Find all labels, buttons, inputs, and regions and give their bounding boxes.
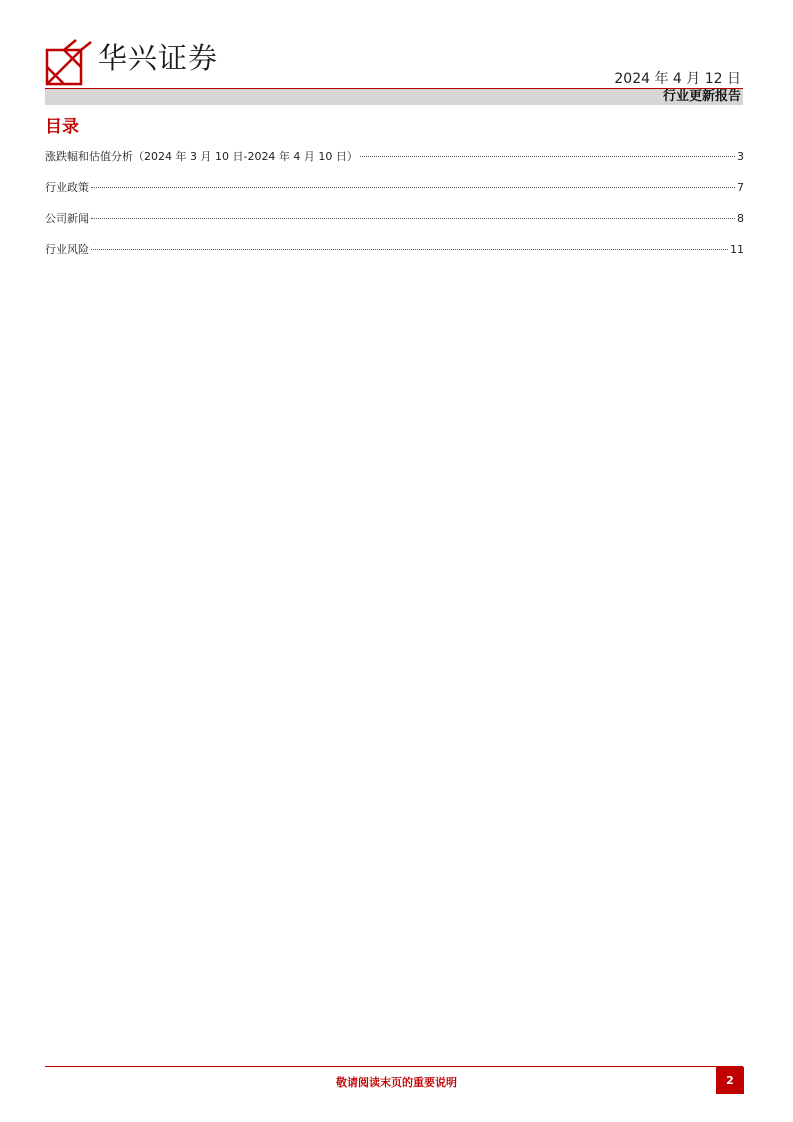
- toc-entry-page: 8: [737, 212, 744, 225]
- toc-heading: 目录: [45, 117, 79, 137]
- toc-entry-page: 7: [737, 181, 744, 194]
- page-number-badge: [716, 1067, 744, 1094]
- toc-entry-label: 行业政策: [45, 181, 89, 194]
- toc-entry-label: 行业风险: [45, 243, 89, 256]
- toc-leader-dots: [91, 249, 728, 250]
- toc-entry-label: 涨跌幅和估值分析（2024 年 3 月 10 日-2024 年 4 月 10 日）: [45, 150, 358, 163]
- toc-leader-dots: [360, 156, 735, 157]
- toc-entry-page: 11: [730, 243, 744, 256]
- report-type: 行业更新报告: [662, 89, 741, 104]
- footer-divider: [45, 1066, 743, 1067]
- page-number: 2: [726, 1074, 734, 1087]
- huaxing-logo-icon: [45, 38, 93, 86]
- toc-entry[interactable]: [45, 179, 744, 210]
- toc-entry[interactable]: [45, 241, 744, 272]
- footer-disclaimer-note: 敬请阅读末页的重要说明: [336, 1076, 457, 1089]
- toc-entry[interactable]: [45, 148, 744, 179]
- brand-name: 华兴证券: [98, 41, 219, 75]
- toc-entry-label: 公司新闻: [45, 212, 89, 225]
- toc-entry[interactable]: [45, 210, 744, 241]
- header-band: [45, 89, 743, 105]
- table-of-contents: [45, 148, 744, 272]
- toc-entry-page: 3: [737, 150, 744, 163]
- report-date: 2024 年 4 月 12 日: [614, 71, 741, 87]
- toc-leader-dots: [91, 218, 735, 219]
- toc-leader-dots: [91, 187, 735, 188]
